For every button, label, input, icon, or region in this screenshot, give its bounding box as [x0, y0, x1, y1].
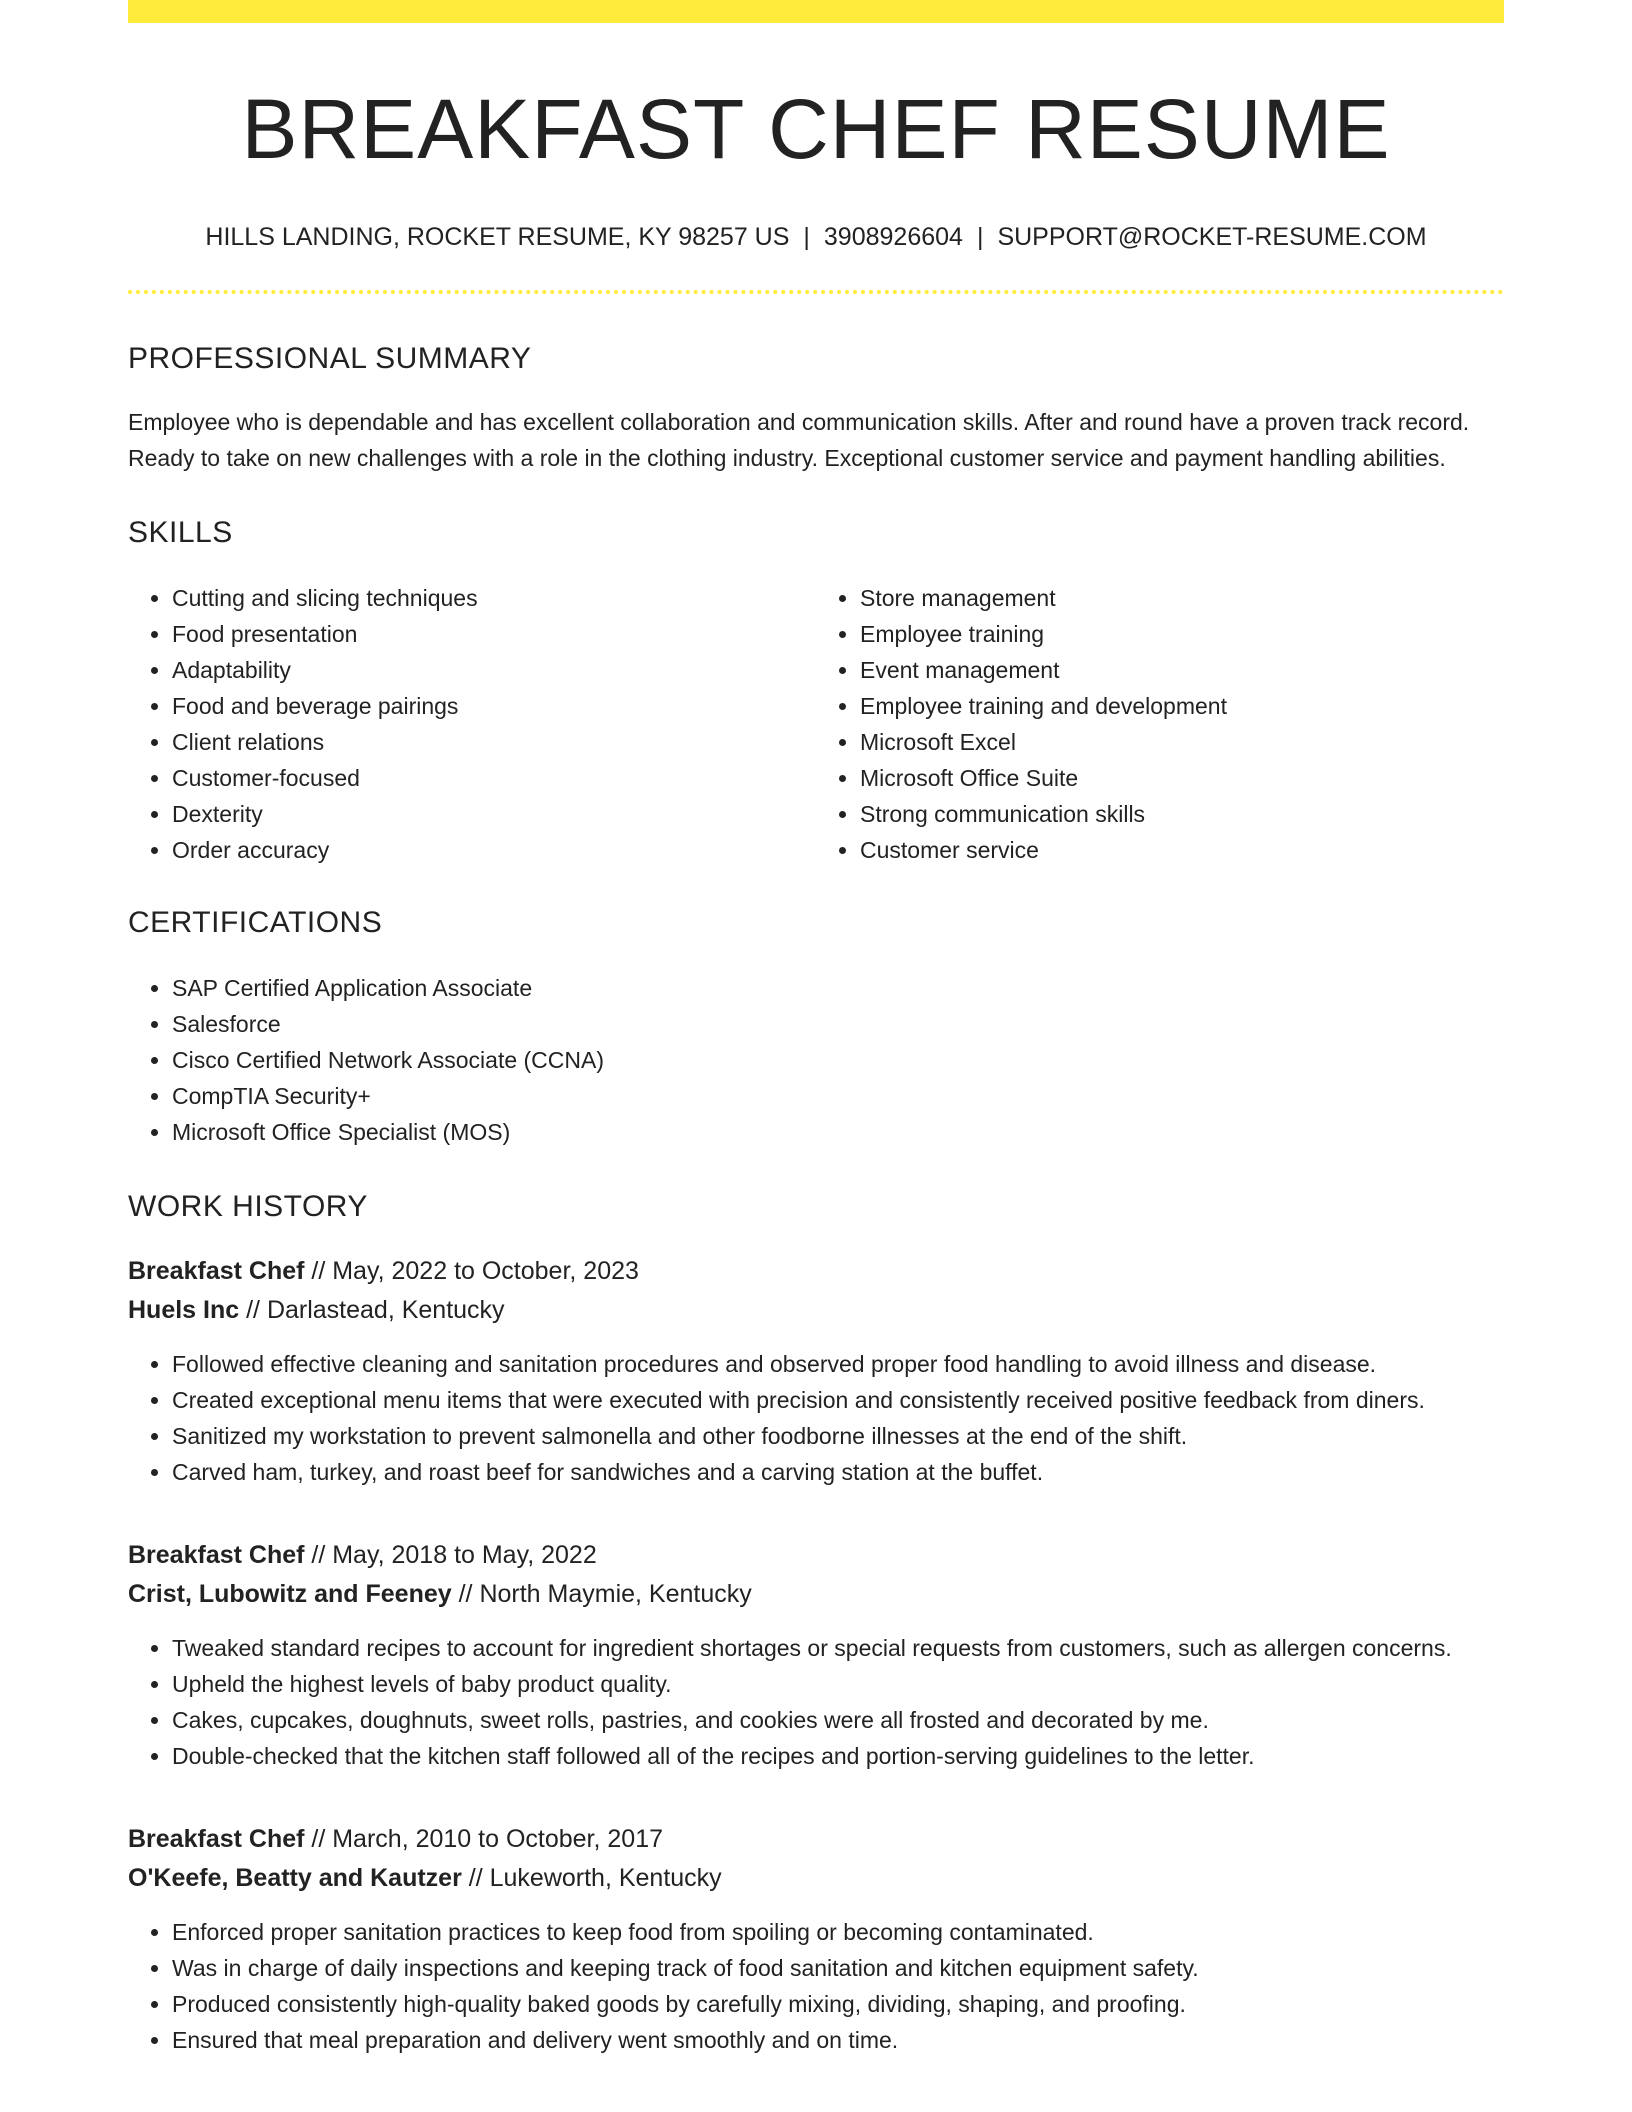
- summary-heading: PROFESSIONAL SUMMARY: [128, 342, 532, 375]
- skill-item: • Employee training: [860, 616, 1504, 652]
- job-location: // North Maymie, Kentucky: [451, 1580, 752, 1608]
- skill-item: • Dexterity: [172, 796, 816, 832]
- job-title-line: [128, 1252, 1504, 1291]
- job-bullet: • Was in charge of daily inspections and keeping track of food sanitation and kitchen equipment safety.: [172, 1950, 1504, 1986]
- job-bullet: • Cakes, cupcakes, doughnuts, sweet rolls, pastries, and cookies were all frosted and decorated by me.: [172, 1702, 1504, 1738]
- certification-item: • Salesforce: [172, 1006, 1504, 1042]
- contact-line: [128, 225, 1504, 250]
- skill-item: • Event management: [860, 652, 1504, 688]
- job-role: Breakfast Chef: [128, 1257, 305, 1285]
- job-bullets: [128, 1346, 1504, 1490]
- job-bullets: [128, 1914, 1504, 2058]
- job-dates: // March, 2010 to October, 2017: [304, 1825, 663, 1853]
- work-history-heading: WORK HISTORY: [128, 1190, 368, 1223]
- resume-page: [128, 0, 1504, 2058]
- summary-text: Employee who is dependable and has excellent collaboration and communication skills. After and round have a proven track record. Ready to take on new challenges with a role in the clothing industry. Exceptional customer service and payment handling abilities.: [128, 409, 1470, 471]
- skill-item: • Employee training and development: [860, 688, 1504, 724]
- contact-separator: |: [976, 223, 984, 251]
- job-dates: // May, 2022 to October, 2023: [304, 1257, 639, 1285]
- job-company: Crist, Lubowitz and Feeney: [128, 1580, 452, 1608]
- skill-item: • Customer service: [860, 832, 1504, 868]
- job-company: O'Keefe, Beatty and Kautzer: [128, 1864, 462, 1892]
- skill-item: • Food and beverage pairings: [172, 688, 816, 724]
- job-bullet: • Ensured that meal preparation and delivery went smoothly and on time.: [172, 2022, 1504, 2058]
- certification-item: • CompTIA Security+: [172, 1078, 1504, 1114]
- resume-title: BREAKFAST CHEF RESUME: [241, 82, 1391, 176]
- top-accent-bar: [128, 0, 1504, 23]
- skills-columns: [128, 580, 1504, 868]
- skill-item: • Adaptability: [172, 652, 816, 688]
- skills-list-left: [128, 580, 816, 868]
- job-company-line: [128, 1859, 1504, 1898]
- skill-item: • Food presentation: [172, 616, 816, 652]
- job-entry: [128, 1536, 1504, 1774]
- skills-heading: SKILLS: [128, 516, 233, 549]
- certification-item: • SAP Certified Application Associate: [172, 970, 1504, 1006]
- certification-item: • Microsoft Office Specialist (MOS): [172, 1114, 1504, 1150]
- contact-address: HILLS LANDING, ROCKET RESUME, KY 98257 US: [205, 223, 790, 251]
- job-company: Huels Inc: [128, 1296, 240, 1324]
- job-dates: // May, 2018 to May, 2022: [304, 1541, 597, 1569]
- contact-email: SUPPORT@ROCKET-RESUME.COM: [997, 223, 1427, 251]
- certification-item: • Cisco Certified Network Associate (CCNA): [172, 1042, 1504, 1078]
- skill-item: • Client relations: [172, 724, 816, 760]
- job-bullet: • Upheld the highest levels of baby product quality.: [172, 1666, 1504, 1702]
- job-bullet: • Enforced proper sanitation practices to keep food from spoiling or becoming contaminated.: [172, 1914, 1504, 1950]
- dotted-divider: [128, 290, 1504, 294]
- job-entry: [128, 1820, 1504, 2058]
- contact-phone: 3908926604: [823, 223, 963, 251]
- certifications-heading: CERTIFICATIONS: [128, 906, 383, 939]
- contact-separator: |: [803, 223, 810, 251]
- job-location: // Darlastead, Kentucky: [239, 1296, 505, 1324]
- skills-list-right: [816, 580, 1504, 868]
- job-company-line: [128, 1575, 1504, 1614]
- certifications-list: [128, 970, 1504, 1150]
- job-role: Breakfast Chef: [128, 1541, 305, 1569]
- job-bullet: • Sanitized my workstation to prevent salmonella and other foodborne illnesses at the end of the shift.: [172, 1418, 1504, 1454]
- skill-item: • Strong communication skills: [860, 796, 1504, 832]
- job-bullets: [128, 1630, 1504, 1774]
- job-bullet: • Double-checked that the kitchen staff followed all of the recipes and portion-serving guidelines to the letter.: [172, 1738, 1504, 1774]
- job-bullet: • Followed effective cleaning and sanitation procedures and observed proper food handling to avoid illness and disease.: [172, 1346, 1504, 1382]
- skill-item: • Order accuracy: [172, 832, 816, 868]
- job-bullet: • Created exceptional menu items that were executed with precision and consistently received positive feedback from diners.: [172, 1382, 1504, 1418]
- job-role: Breakfast Chef: [128, 1825, 305, 1853]
- job-bullet: • Carved ham, turkey, and roast beef for sandwiches and a carving station at the buffet.: [172, 1454, 1504, 1490]
- job-company-line: [128, 1291, 1504, 1330]
- job-entry: [128, 1252, 1504, 1490]
- job-bullet: • Produced consistently high-quality baked goods by carefully mixing, dividing, shaping, and proofing.: [172, 1986, 1504, 2022]
- skill-item: • Microsoft Office Suite: [860, 760, 1504, 796]
- job-location: // Lukeworth, Kentucky: [461, 1864, 722, 1892]
- job-title-line: [128, 1536, 1504, 1575]
- skill-item: • Store management: [860, 580, 1504, 616]
- skill-item: • Customer-focused: [172, 760, 816, 796]
- job-title-line: [128, 1820, 1504, 1859]
- job-bullet: • Tweaked standard recipes to account for ingredient shortages or special requests from customers, such as allergen concerns.: [172, 1630, 1504, 1666]
- skill-item: • Cutting and slicing techniques: [172, 580, 816, 616]
- skill-item: • Microsoft Excel: [860, 724, 1504, 760]
